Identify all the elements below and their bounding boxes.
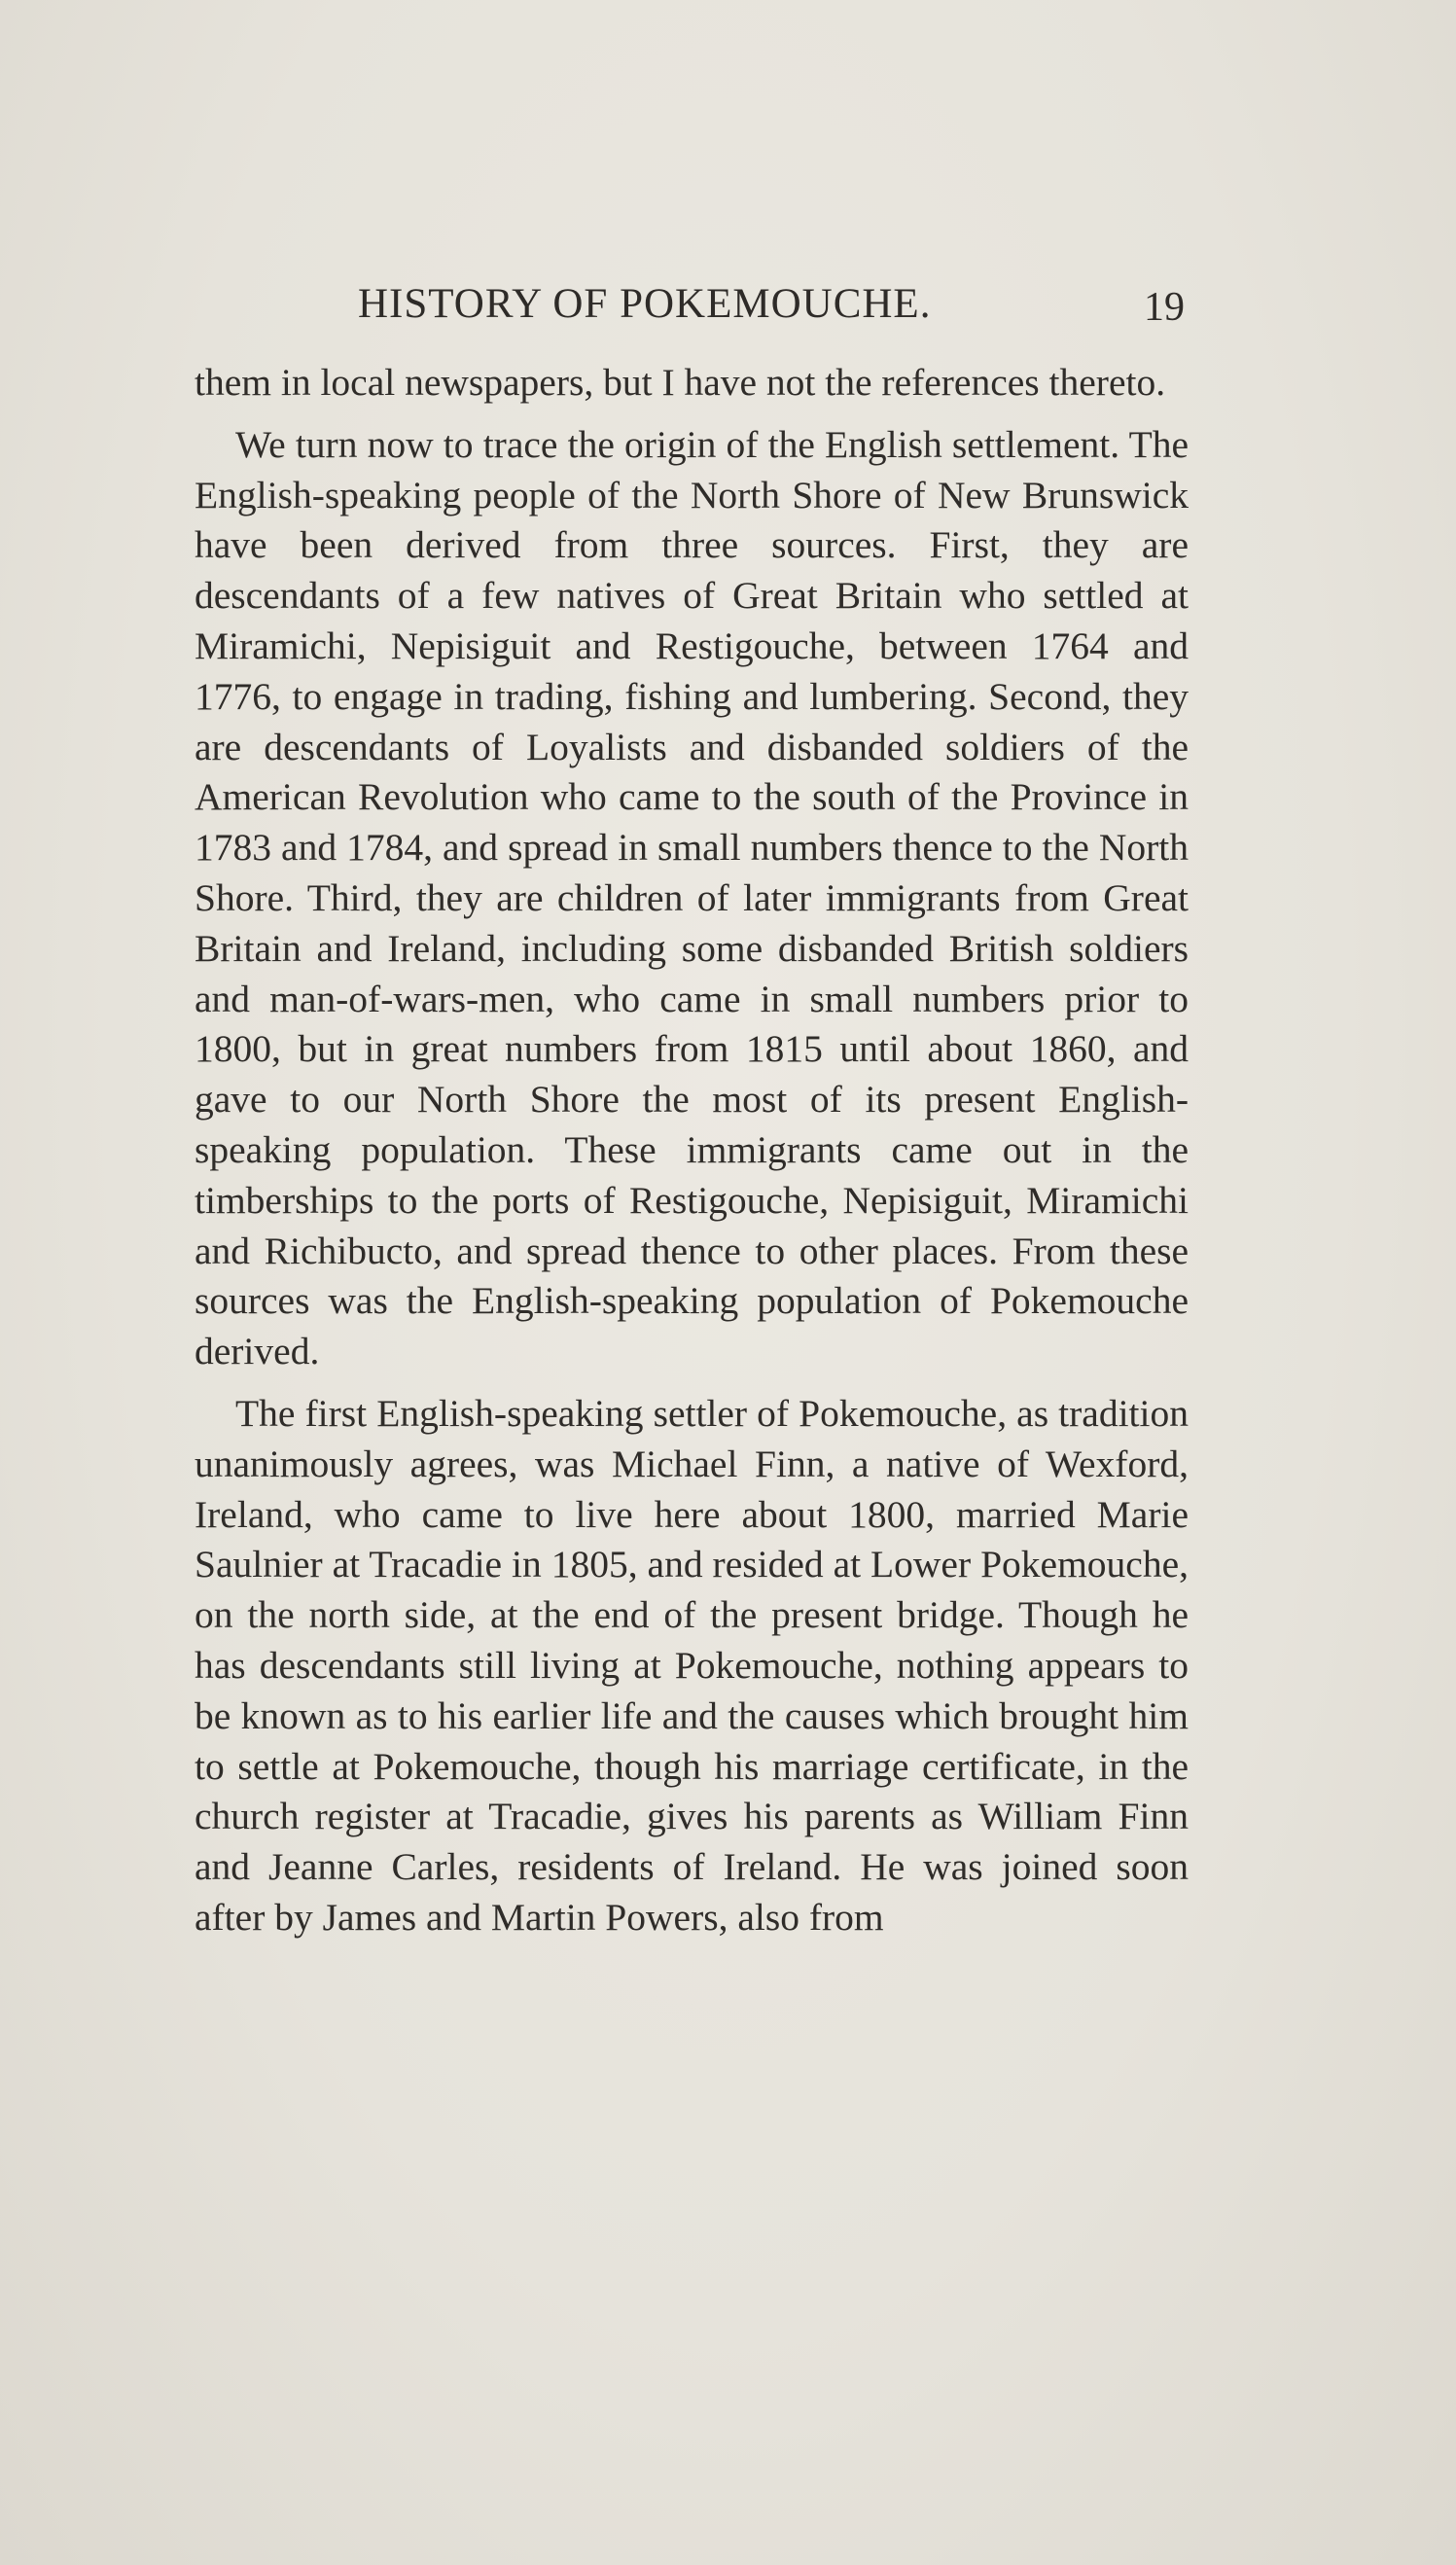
paragraph-continued: them in local newspapers, but I have not the references thereto. [195, 361, 1166, 404]
paragraph-english-settlement: We turn now to trace the origin of the English settlement. The English-speaking people of the North Shore of New Brunswick have been derived from three sources. First, they are descendants of a few natives of Great Britain who settled at Miramichi, Nepisiguit and Restigouche, between 1764 and 1776, to engage in trading, fishing and lumbering. Second, they are descendants of Loyalists and disbanded soldiers of the American Revolution who came to the south of the Province in 1783 and 1784, and spread in small numbers thence to the North Shore. Third, they are children of later immigrants from Great Britain and Ireland, including some disbanded British soldiers and man-of-wars-men, who came in small numbers prior to 1800, but in great numbers from 1815 until about 1860, and gave to our North Shore the most of its present English-speaking population. These immigrants came out in the timberships to the ports of Restigouche, Nepisiguit, Miramichi and Richibucto, and spread thence to other places. From these sources was the English-speaking population of Pokemouche derived. [195, 422, 1189, 1373]
page-number: 19 [1144, 285, 1185, 330]
running-title: HISTORY OF POKEMOUCHE. [358, 281, 932, 327]
body-text [195, 358, 1189, 1943]
paragraph-first-settler: The first English-speaking settler of Pokemouche, as tradition unanimously agrees, was Michael Finn, a native of Wexford, Ireland, who came to live here about 1800, married Marie Saulnier at Tracadie in 1805, and resided at Lower Pokemouche, on the north side, at the end of the present bridge. Though he has descendants still living at Pokemouche, nothing appears to be known as to his earlier life and the causes which brought him to settle at Pokemouche, though his marriage certificate, in the church register at Tracadie, gives his parents as William Finn and Jeanne Carles, residents of Ireland. He was joined soon after by James and Martin Powers, also from [195, 1391, 1189, 1939]
page-header [195, 280, 1189, 338]
